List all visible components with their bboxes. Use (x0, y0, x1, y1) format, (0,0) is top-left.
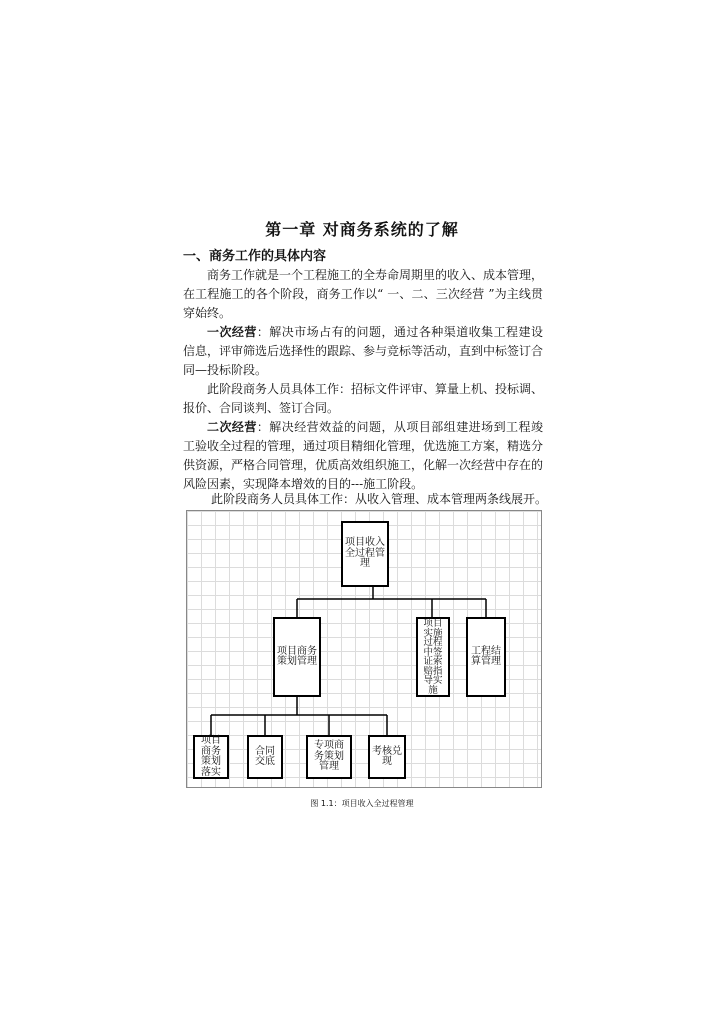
paragraph-second-operation (183, 418, 543, 494)
section-title: 一、商务工作的具体内容 (183, 249, 327, 264)
first-operation-text: ：解决市场占有的问题，通过各种渠道收集工程建设信息，评审筛选后选择性的跟踪、参与竞标等活动，直到中标签订合同—投标阶段。 (183, 325, 544, 377)
node-implement-label: 项目商务策划落实 (201, 735, 221, 778)
node-claims-label: 项目实施过程中签证索赔指导实施 (423, 618, 443, 696)
second-operation-text: ：解决经营效益的问题，从项目部组建进场到工程竣工验收全过程的管理，通过项目精细化管理，优选施工方案，精选分供资源，严格合同管理，优质高效组织施工，化解一次经营中存在的风险因素，实现降本增效的目的---施工阶段。 (183, 420, 544, 491)
node-project-revenue-management (341, 521, 389, 587)
node-root-label: 项目收入全过程管理 (345, 537, 385, 570)
node-evaluation (368, 735, 406, 779)
chapter-title: 第一章 对商务系统的了解 (265, 220, 459, 239)
second-operation-term: 二次经营 (207, 420, 257, 434)
org-chart-figure (186, 510, 542, 788)
node-contract-label: 合同交底 (255, 745, 275, 767)
node-plan-label: 项目商务策划管理 (277, 645, 317, 667)
first-operation-term: 一次经营 (207, 325, 257, 339)
paragraph-first-stage-work: 此阶段商务人员具体工作：招标文件评审、算量上机、投标调、报价、合同谈判、签订合同。 (183, 382, 544, 415)
node-final-settlement (466, 617, 506, 697)
node-contract-briefing (247, 735, 283, 779)
paragraph-first-operation (183, 323, 543, 380)
node-evaluate-label: 考核兑现 (372, 745, 402, 767)
node-special-planning (306, 735, 352, 779)
paragraph-intro: 商务工作就是一个工程施工的全寿命周期里的收入、成本管理，在工程施工的各个阶段，商务工作以“ 一、二、三次经营 ”为主线贯穿始终。 (183, 268, 544, 320)
node-special-label: 专项商务策划管理 (314, 740, 344, 773)
node-claims-guidance (416, 617, 450, 697)
node-commercial-planning (273, 617, 321, 697)
node-settle-label: 工程结算管理 (471, 645, 501, 667)
paragraph-second-stage-work: 此阶段商务人员具体工作：从收入管理、成本管理两条线展开。 (211, 492, 548, 506)
figure-caption: 图 1.1：项目收入全过程管理 (310, 799, 414, 808)
node-planning-implementation (193, 735, 229, 779)
